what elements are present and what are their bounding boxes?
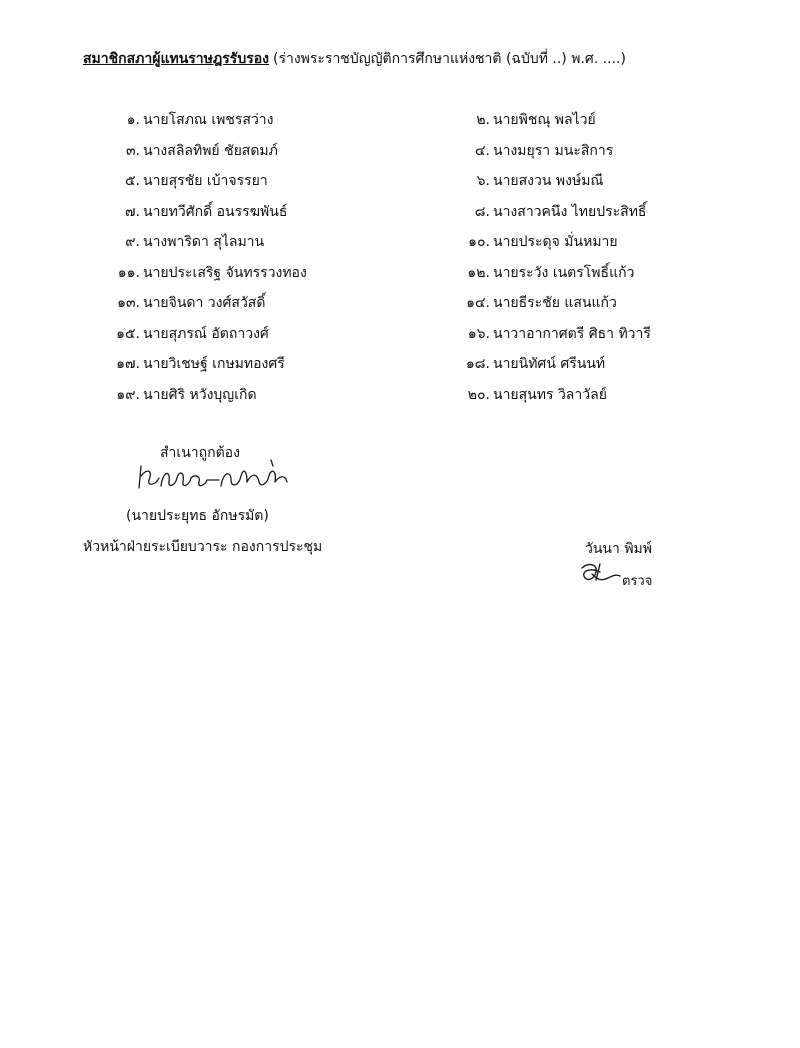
list-item: [428, 261, 758, 292]
list-item: [428, 230, 758, 261]
member-name: นาวาอากาศตรี ศิธา ทิวารี: [493, 325, 651, 342]
member-number: ๘.: [474, 203, 490, 220]
member-name: นายนิทัศน์ ศรีนนท์: [493, 356, 606, 372]
member-number: ๑๑.: [117, 264, 140, 281]
member-name: นางสลิลทิพย์ ชัยสดมภ์: [143, 142, 278, 159]
member-list-left: [80, 108, 400, 413]
list-item: [80, 291, 400, 322]
list-item: [428, 291, 758, 322]
list-item: [428, 108, 758, 139]
member-name: นางพาริดา สุไลมาน: [143, 234, 265, 250]
member-name: นายระวัง เนตรโพธิ์แก้ว: [493, 264, 635, 281]
member-number: ๑๖.: [467, 325, 490, 342]
member-name: นายสงวน พงษ์มณี: [493, 173, 604, 189]
list-item: [80, 352, 400, 383]
member-number: ๒.: [476, 112, 490, 128]
list-item: [80, 200, 400, 231]
checked-label: ตรวจ: [622, 574, 653, 589]
member-number: ๕.: [124, 173, 140, 189]
certifier-position: หัวหน้าฝ่ายระเบียบวาระ กองการประชุม: [83, 539, 323, 555]
member-name: นายโสภณ เพชรสว่าง: [143, 112, 274, 128]
member-number: ๔.: [474, 142, 490, 159]
typist-label: วันนา พิมพ์: [585, 541, 652, 557]
member-number: ๗.: [125, 203, 140, 220]
member-number: ๖.: [476, 173, 490, 189]
member-number: ๑๔.: [466, 295, 490, 311]
member-name: นายประเสริฐ จันทรรวงทอง: [143, 264, 307, 281]
member-number: ๒๐.: [467, 386, 490, 403]
member-number: ๑๕.: [116, 325, 140, 342]
member-list-right: [428, 108, 758, 413]
list-item: [428, 200, 758, 231]
document-header: [83, 48, 626, 70]
member-name: นายสุนทร วิลาวัลย์: [493, 386, 607, 403]
member-number: ๑๐.: [468, 234, 490, 250]
list-item: [428, 383, 758, 414]
certifier-name: (นายประยุทธ อักษรมัต): [126, 508, 269, 524]
list-item: [428, 352, 758, 383]
certified-copy-label: สำเนาถูกต้อง: [160, 445, 240, 461]
member-number: ๑.: [126, 112, 140, 128]
member-name: นายธีระชัย แสนแก้ว: [493, 295, 617, 311]
list-item: [80, 261, 400, 292]
member-number: ๑๒.: [467, 264, 490, 281]
member-name: นายพิชณุ พลไวย์: [493, 112, 596, 128]
member-name: นายจินดา วงศ์สวัสดิ์: [143, 295, 266, 311]
list-item: [80, 139, 400, 170]
member-number: ๑๗.: [116, 356, 140, 372]
list-item: [80, 230, 400, 261]
list-item: [428, 322, 758, 353]
list-item: [80, 322, 400, 353]
member-name: นายศิริ หวังบุญเกิด: [143, 386, 257, 403]
member-name: นางสาวคนึง ไทยประสิทธิ์: [493, 203, 647, 220]
checker-initials: [578, 560, 622, 590]
list-item: [428, 169, 758, 200]
member-name: นายประดุจ มั่นหมาย: [493, 234, 618, 250]
member-number: ๙.: [125, 234, 140, 250]
member-name: นายสุรชัย เบ้าจรรยา: [143, 173, 268, 189]
member-name: นายสุภรณ์ อัตถาวงศ์: [143, 325, 269, 342]
list-item: [428, 139, 758, 170]
member-number: ๑๘.: [465, 356, 490, 372]
header-title: สมาชิกสภาผู้แทนราษฎรรับรอง: [83, 51, 269, 67]
member-name: นายวิเชษฐ์ เกษมทองศรี: [143, 356, 285, 372]
list-item: [80, 169, 400, 200]
member-number: ๑๙.: [116, 386, 140, 403]
list-item: [80, 108, 400, 139]
member-name: นางมยุรา มนะสิการ: [493, 142, 614, 159]
header-subtitle: (ร่างพระราชบัญญัติการศึกษาแห่งชาติ (ฉบับที่ ..) พ.ศ. ....): [272, 51, 626, 67]
member-number: ๓.: [125, 142, 140, 159]
list-item: [80, 383, 400, 414]
member-name: นายทวีศักดิ์ อนรรฆพันธ์: [143, 203, 288, 220]
handwritten-signature: [135, 456, 295, 498]
member-number: ๑๓.: [117, 295, 140, 311]
